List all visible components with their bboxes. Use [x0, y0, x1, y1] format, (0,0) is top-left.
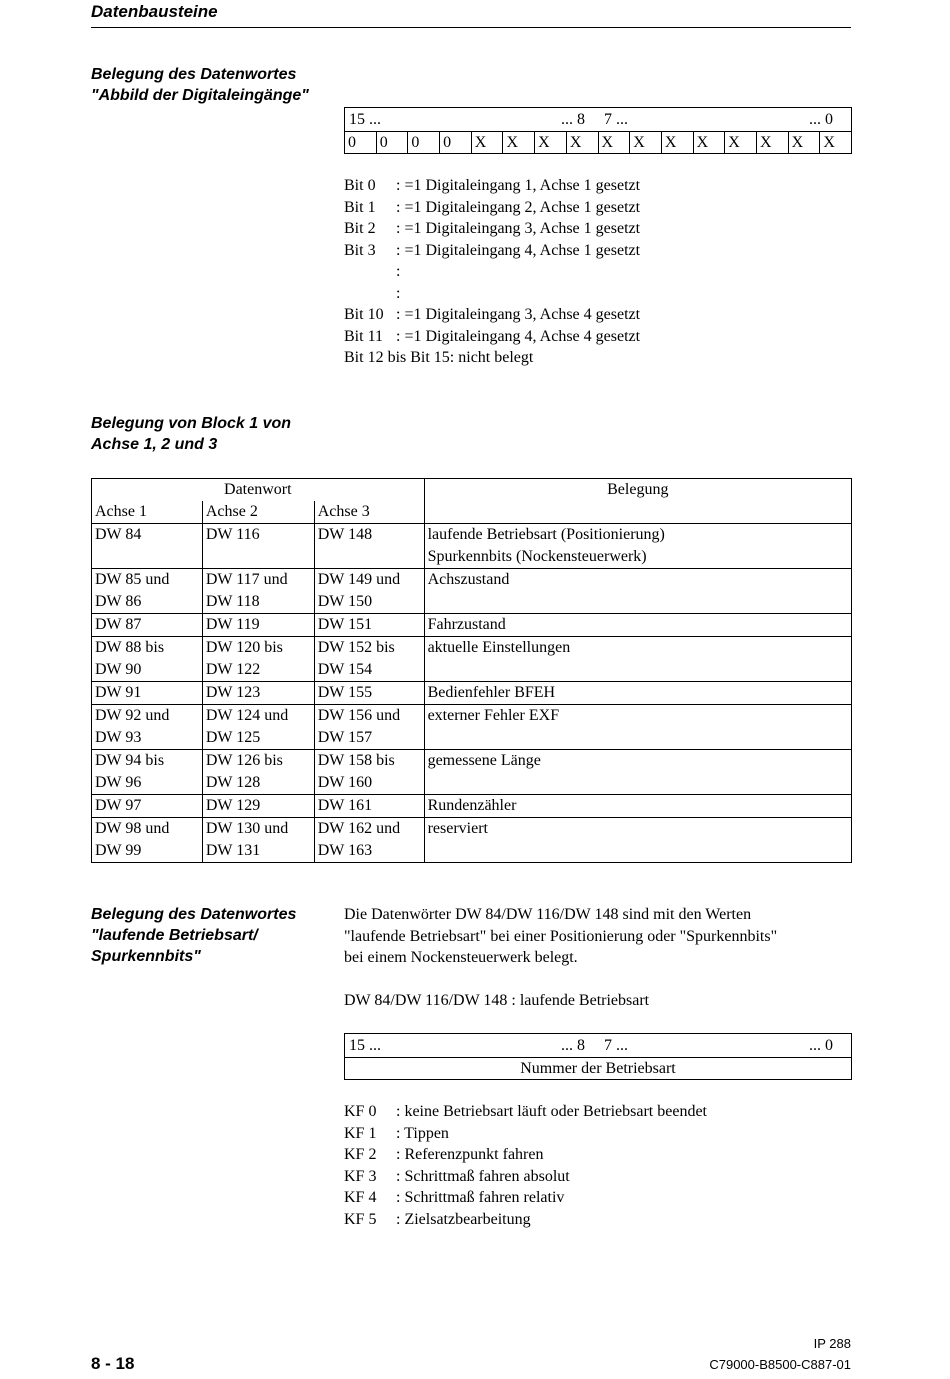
bit-text: : =1 Digitaleingang 3, Achse 4 gesetzt [396, 306, 641, 323]
datenwort-cell-a2 [202, 524, 314, 569]
datenwort-cell-a3 [314, 795, 424, 818]
kf-row [344, 1101, 707, 1123]
bit-label [344, 283, 396, 305]
cell-line: DW 99 [95, 842, 142, 859]
cell-line: DW 155 [317, 684, 373, 701]
cell-line: DW 128 [205, 774, 261, 791]
cell-line: DW 158 bis [317, 752, 395, 769]
datenwort-cell-a3 [314, 750, 424, 795]
bit-cell: 0 [348, 134, 356, 151]
datenwort-cell-a1 [92, 569, 203, 614]
bit-label: Bit 0 [344, 177, 376, 194]
section2-heading [91, 413, 291, 455]
datenwort-cell-a1 [92, 705, 203, 750]
header-datenwort: Datenwort [92, 479, 425, 502]
cell-line: DW 88 bis [95, 639, 165, 656]
betriebsart-box [344, 1033, 852, 1080]
header-achse-1: Achse 1 [92, 501, 203, 524]
bit-text: : =1 Digitaleingang 1, Achse 1 gesetzt [396, 177, 641, 194]
kf-row [344, 1209, 707, 1231]
table-header-row [92, 479, 852, 502]
datenwort-cell-a3 [314, 818, 424, 863]
bit-text: : [396, 263, 401, 280]
datenwort-cell-a2 [202, 818, 314, 863]
table-row [92, 569, 852, 614]
cell-line: DW 123 [205, 684, 261, 701]
kf-label: KF 3 [344, 1167, 377, 1185]
datenwort-cell-a2 [202, 705, 314, 750]
bit-text: : [396, 284, 401, 302]
cell-line: reserviert [427, 820, 488, 837]
bit-cell: X [788, 132, 820, 154]
belegung-cell [424, 818, 851, 863]
cell-line: Spurkennbits (Nockensteuerwerk) [427, 548, 647, 565]
kf-text: : Referenzpunkt fahren [396, 1146, 544, 1163]
section3-heading-line: Belegung des Datenwortes [91, 906, 297, 923]
cell-line: DW 130 und [205, 820, 289, 837]
header-achse-3: Achse 3 [314, 501, 424, 524]
cell-line: laufende Betriebsart (Positionierung) [427, 526, 665, 543]
bit-cell: X [629, 132, 661, 154]
bit-cell: X [566, 132, 598, 154]
table-row [92, 795, 852, 818]
cell-line: Bedienfehler BFEH [427, 684, 556, 701]
belegung-cell [424, 524, 851, 569]
bit-text: : =1 Digitaleingang 3, Achse 1 gesetzt [396, 220, 641, 237]
bit-cell: X [693, 132, 725, 154]
cell-line: DW 97 [95, 797, 142, 814]
bit-cell: X [661, 132, 693, 154]
betriebsart-number-label: Nummer der Betriebsart [520, 1060, 676, 1077]
cell-line: DW 118 [205, 593, 260, 610]
datenwort-cell-a1 [92, 637, 203, 682]
bit-label: Bit 1 [344, 198, 376, 216]
paragraph-line: Die Datenwörter DW 84/DW 116/DW 148 sind mit den Werten [344, 906, 752, 923]
bit-cell: X [471, 132, 503, 154]
cell-line: Rundenzähler [427, 797, 517, 814]
cell-line: DW 151 [317, 616, 373, 633]
bit-label: Bit 3 [344, 241, 376, 259]
belegung-cell [424, 614, 851, 637]
bit-cell: X [534, 132, 566, 154]
datenwort-cell-a2 [202, 795, 314, 818]
section3-subline: DW 84/DW 116/DW 148 : laufende Betriebsart [344, 992, 650, 1009]
belegung-cell [424, 682, 851, 705]
bit-values-row [345, 132, 851, 154]
bit-range-8: ... 8 [561, 111, 585, 128]
cell-line: DW 86 [95, 593, 142, 610]
bit-text: : =1 Digitaleingang 2, Achse 1 gesetzt [396, 198, 641, 216]
table-row [92, 682, 852, 705]
cell-line: DW 160 [317, 774, 373, 791]
section1-heading-line: Belegung des Datenwortes [91, 66, 297, 83]
cell-line: DW 85 und [95, 571, 170, 588]
bit-text: : =1 Digitaleingang 4, Achse 1 gesetzt [396, 241, 641, 259]
kf-label: KF 5 [344, 1210, 377, 1228]
product-name: IP 288 [813, 1336, 851, 1351]
belegung-cell [424, 795, 851, 818]
cell-line: DW 152 bis [317, 639, 395, 656]
cell-line: DW 87 [95, 616, 142, 633]
section3-heading-line: Spurkennbits" [91, 948, 201, 965]
bit-cell: X [756, 132, 788, 154]
cell-line: Achszustand [427, 571, 510, 588]
section3-heading [91, 904, 296, 967]
bit-range-row [345, 1034, 851, 1058]
table-body [92, 524, 852, 863]
cell-line: DW 91 [95, 684, 142, 701]
datenwort-cell-a1 [92, 524, 203, 569]
cell-line: DW 98 und [95, 820, 170, 837]
table-row [92, 705, 852, 750]
cell-line: DW 129 [205, 797, 261, 814]
belegung-cell [424, 637, 851, 682]
cell-line: DW 93 [95, 729, 142, 746]
paragraph-line: bei einem Nockensteuerwerk belegt. [344, 949, 578, 966]
bit-range-row [345, 108, 851, 132]
cell-line: DW 131 [205, 842, 261, 859]
datenwort-cell-a2 [202, 682, 314, 705]
datenwort-cell-a3 [314, 524, 424, 569]
cell-line: DW 92 und [95, 707, 170, 724]
cell-line: DW 117 und [205, 571, 288, 588]
cell-line: externer Fehler EXF [427, 707, 560, 724]
cell-line: aktuelle Einstellungen [427, 639, 571, 656]
bit-description-row [344, 326, 640, 348]
header-belegung: Belegung [424, 479, 851, 524]
cell-line: DW 163 [317, 842, 373, 859]
cell-line: DW 162 und [317, 820, 401, 837]
bit-label: Bit 11 [344, 327, 383, 345]
bit-description-list [344, 175, 640, 369]
section2-heading-line: Achse 1, 2 und 3 [91, 436, 218, 453]
kf-label: KF 4 [344, 1189, 377, 1206]
bit-tail-line: Bit 12 bis Bit 15: nicht belegt [344, 349, 534, 366]
bit-cell: 0 [439, 132, 471, 154]
cell-line: DW 84 [95, 526, 142, 543]
cell-line: gemessene Länge [427, 752, 541, 769]
header-achse-2: Achse 2 [202, 501, 314, 524]
page-header-title: Datenbausteine [91, 2, 218, 21]
bit-cell: X [724, 132, 756, 154]
bit-description-row [344, 197, 640, 219]
datenwort-cell-a1 [92, 750, 203, 795]
belegung-cell [424, 750, 851, 795]
bit-range-0: ... 0 [809, 1037, 833, 1054]
header-rule [91, 27, 851, 28]
table-row [92, 524, 852, 569]
bit-cell: 0 [376, 132, 408, 154]
cell-line: DW 119 [205, 616, 260, 633]
cell-line: DW 148 [317, 526, 373, 543]
bit-range-8: ... 8 [561, 1037, 585, 1054]
bit-label: Bit 2 [344, 220, 376, 237]
section3-heading-line: "laufende Betriebsart/ [91, 927, 258, 944]
bit-range-7: 7 ... [604, 111, 628, 128]
datenwort-cell-a2 [202, 569, 314, 614]
kf-text: : keine Betriebsart läuft oder Betriebsart beendet [396, 1103, 707, 1120]
bit-range-15: 15 ... [349, 111, 381, 128]
bit-cell: X [598, 132, 630, 154]
cell-line: DW 154 [317, 661, 373, 678]
datenwort-cell-a2 [202, 637, 314, 682]
cell-line: DW 90 [95, 661, 142, 678]
cell-line: Fahrzustand [427, 616, 506, 633]
datenwort-cell-a1 [92, 682, 203, 705]
datenwort-cell-a3 [314, 569, 424, 614]
cell-line: DW 122 [205, 661, 261, 678]
cell-line: DW 124 und [205, 707, 289, 724]
bit-description-row [344, 218, 640, 240]
document-number: C79000-B8500-C887-01 [709, 1357, 851, 1372]
cell-line: DW 157 [317, 729, 373, 746]
table-row [92, 614, 852, 637]
section1-heading [91, 64, 309, 106]
table-row [92, 750, 852, 795]
cell-line: DW 116 [205, 526, 260, 543]
datenwort-cell-a3 [314, 682, 424, 705]
bit-cell: X [502, 132, 534, 154]
datenwort-cell-a1 [92, 795, 203, 818]
kf-row [344, 1166, 707, 1188]
table-row [92, 637, 852, 682]
paragraph-line: "laufende Betriebsart" bei einer Positionierung oder "Spurkennbits" [344, 927, 778, 945]
bit-label [344, 261, 396, 283]
bit-label: Bit 10 [344, 306, 384, 323]
cell-line: DW 150 [317, 593, 373, 610]
datenwort-table [91, 478, 852, 863]
kf-text: : Schrittmaß fahren relativ [396, 1189, 565, 1206]
bit-range-0: ... 0 [809, 111, 833, 128]
bit-description-row [344, 175, 640, 197]
cell-line: DW 120 bis [205, 639, 283, 656]
kf-row [344, 1123, 707, 1145]
bit-ellipsis-row [344, 261, 640, 283]
datenwort-cell-a2 [202, 750, 314, 795]
kf-row [344, 1187, 707, 1209]
table-row [92, 818, 852, 863]
section2-heading-line: Belegung von Block 1 von [91, 415, 292, 432]
kf-row [344, 1144, 707, 1166]
kf-text: : Zielsatzbearbeitung [396, 1210, 531, 1228]
page-number: 8 - 18 [91, 1354, 135, 1373]
bit-range-15: 15 ... [349, 1037, 381, 1054]
digital-input-bit-box [344, 107, 852, 154]
datenwort-cell-a3 [314, 637, 424, 682]
kf-text: : Tippen [396, 1124, 449, 1142]
datenwort-cell-a1 [92, 818, 203, 863]
belegung-cell [424, 705, 851, 750]
datenwort-cell-a1 [92, 614, 203, 637]
kf-label: KF 1 [344, 1124, 377, 1142]
kf-list [344, 1101, 707, 1230]
bit-text: : =1 Digitaleingang 4, Achse 4 gesetzt [396, 327, 641, 345]
cell-line: DW 149 und [317, 571, 401, 588]
datenwort-cell-a2 [202, 614, 314, 637]
section3-paragraph [344, 904, 777, 969]
kf-text: : Schrittmaß fahren absolut [396, 1167, 570, 1185]
kf-label: KF 2 [344, 1146, 377, 1163]
section1-heading-line: "Abbild der Digitaleingänge" [91, 87, 309, 104]
bit-ellipsis-row [344, 283, 640, 305]
bit-range-7: 7 ... [604, 1037, 628, 1054]
bit-description-row [344, 304, 640, 326]
bit-cell: 0 [407, 132, 439, 154]
belegung-cell [424, 569, 851, 614]
datenwort-cell-a3 [314, 614, 424, 637]
datenwort-cell-a3 [314, 705, 424, 750]
cell-line: DW 125 [205, 729, 261, 746]
cell-line: DW 126 bis [205, 752, 283, 769]
kf-label: KF 0 [344, 1103, 377, 1120]
cell-line: DW 96 [95, 774, 142, 791]
cell-line: DW 156 und [317, 707, 401, 724]
bit-cell: X [819, 132, 851, 154]
cell-line: DW 161 [317, 797, 373, 814]
cell-line: DW 94 bis [95, 752, 165, 769]
bit-description-row [344, 240, 640, 262]
